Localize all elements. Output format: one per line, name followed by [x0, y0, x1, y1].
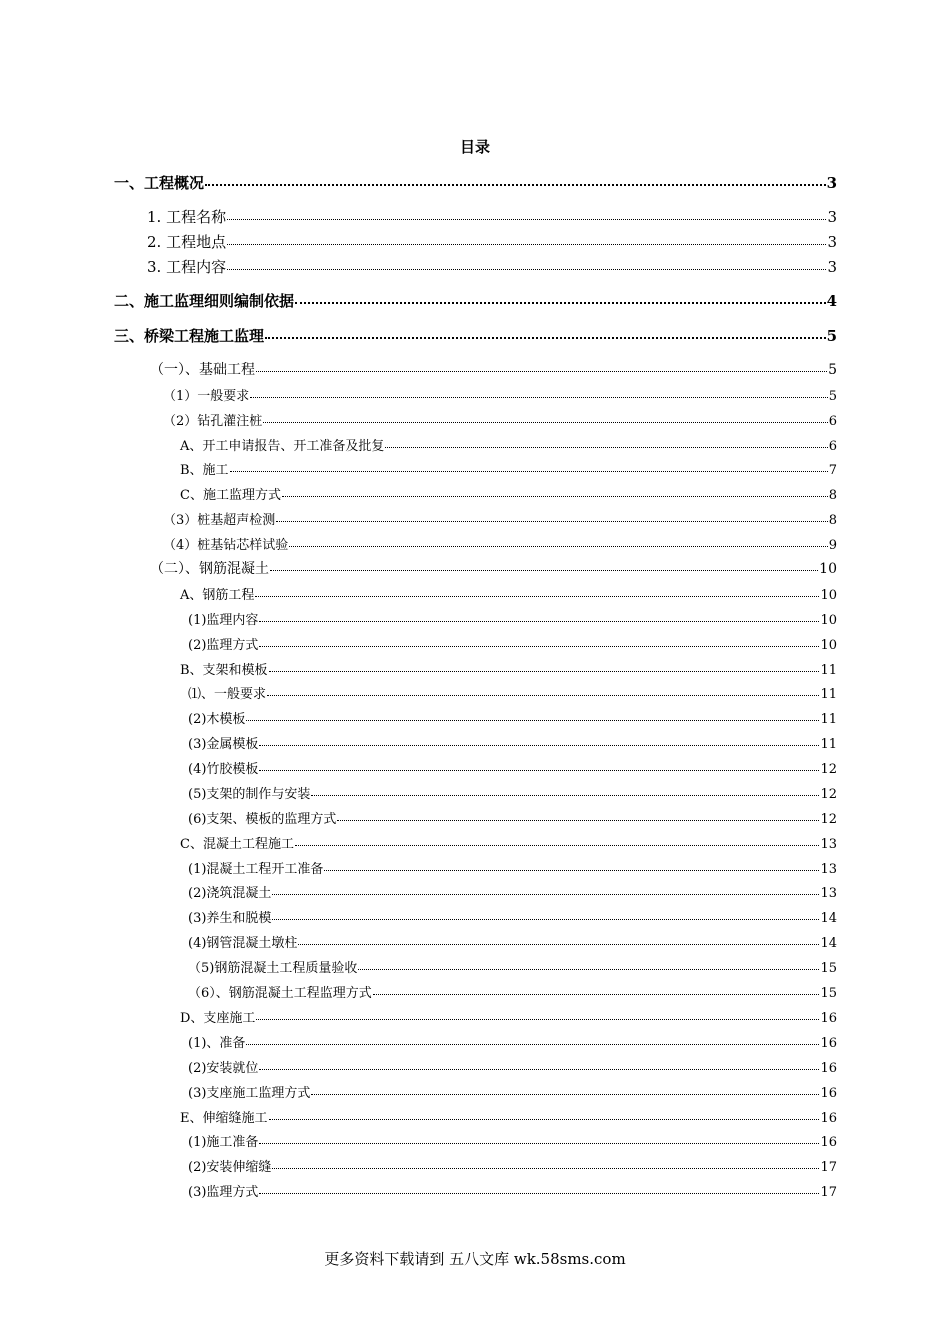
toc-entry[interactable]: C、施工监理方式 8: [180, 488, 837, 503]
toc-entry[interactable]: (3)支座施工监理方式 16: [188, 1086, 837, 1101]
toc-entry[interactable]: 三、桥梁工程施工监理 5: [114, 327, 837, 345]
toc-entry[interactable]: (4)钢管混凝土墩柱 14: [188, 936, 837, 951]
toc-entry[interactable]: (4)竹胶模板 12: [188, 762, 837, 777]
toc-entry[interactable]: C、混凝土工程施工 13: [180, 837, 837, 852]
toc-entry[interactable]: (3)养生和脱模 14: [188, 911, 837, 926]
toc-entry[interactable]: (1)混凝土工程开工准备 13: [188, 862, 837, 877]
toc-entry[interactable]: (2)监理方式 10: [188, 638, 837, 653]
toc-entry[interactable]: (2)安装就位 16: [188, 1061, 837, 1076]
toc-entry[interactable]: (1)监理内容 10: [188, 613, 837, 628]
toc-entry[interactable]: B、支架和模板 11: [180, 663, 837, 678]
toc-entry[interactable]: （1）一般要求 5: [163, 389, 837, 404]
toc-entry[interactable]: (2)安装伸缩缝 17: [188, 1160, 837, 1175]
toc-entry[interactable]: B、施工 7: [180, 463, 837, 478]
toc-entry[interactable]: （一）、基础工程 5: [150, 362, 837, 378]
toc-entry[interactable]: E、伸缩缝施工 16: [180, 1111, 837, 1126]
toc-entry[interactable]: (1)、准备 16: [188, 1036, 837, 1051]
toc-entry[interactable]: (3)金属模板 11: [188, 737, 837, 752]
toc-entry[interactable]: 3. 工程内容 3: [147, 258, 837, 276]
toc-entry[interactable]: （4）桩基钻芯样试验 9: [163, 538, 837, 553]
toc-entry[interactable]: 2. 工程地点 3: [147, 233, 837, 251]
toc-entry[interactable]: ⑴、一般要求 11: [188, 687, 837, 702]
toc-entry[interactable]: （3）桩基超声检测 8: [163, 513, 837, 528]
toc-entry[interactable]: 1. 工程名称 3: [147, 208, 837, 226]
toc-entry[interactable]: 一、工程概况 3: [114, 174, 837, 192]
toc-entry[interactable]: （二）、钢筋混凝土 10: [150, 561, 837, 577]
toc-entry[interactable]: （2）钻孔灌注桩 6: [163, 414, 837, 429]
toc-entry[interactable]: (2)木模板 11: [188, 712, 837, 727]
toc-entry[interactable]: 二、施工监理细则编制依据 4: [114, 292, 837, 310]
toc-entry[interactable]: (2)浇筑混凝土 13: [188, 886, 837, 901]
toc-entry[interactable]: (1)施工准备 16: [188, 1135, 837, 1150]
toc-entry[interactable]: D、支座施工 16: [180, 1011, 837, 1026]
toc-entry[interactable]: （5)钢筋混凝土工程质量验收 15: [188, 961, 837, 976]
footer-note: 更多资料下载请到 五八文库 wk.58sms.com: [324, 1250, 626, 1268]
toc-entry[interactable]: (3)监理方式 17: [188, 1185, 837, 1200]
toc-entry[interactable]: （6）、钢筋混凝土工程监理方式 15: [188, 986, 837, 1001]
toc-entry[interactable]: A、钢筋工程 10: [180, 588, 837, 603]
page-title: 目录: [459, 138, 490, 156]
toc-entry[interactable]: (6)支架、模板的监理方式 12: [188, 812, 837, 827]
toc-entry[interactable]: A、开工申请报告、开工准备及批复 6: [180, 439, 837, 454]
toc-entry[interactable]: (5)支架的制作与安装 12: [188, 787, 837, 802]
